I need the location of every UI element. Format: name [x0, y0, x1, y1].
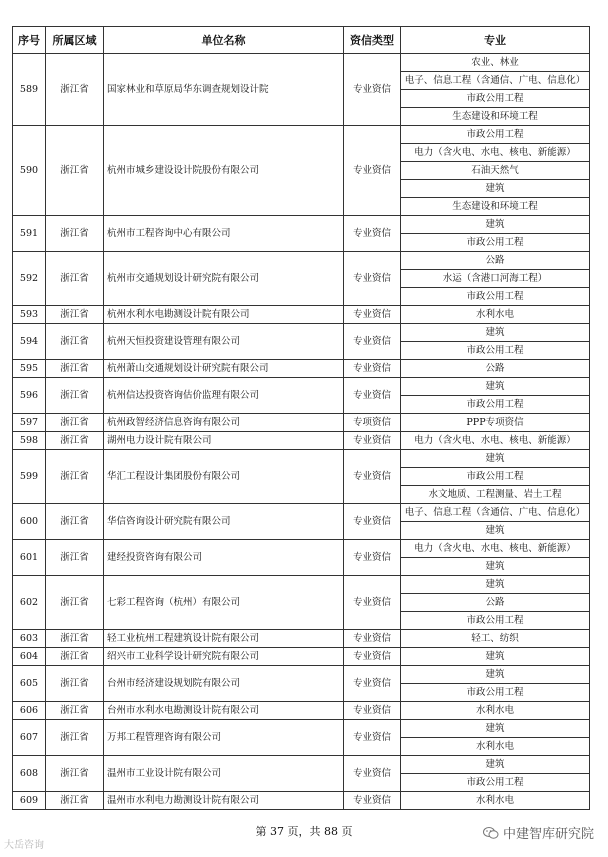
- cell-region: 浙江省: [46, 504, 104, 540]
- cell-region: 浙江省: [46, 126, 104, 216]
- table-row: [13, 54, 590, 72]
- cell-major: 建筑: [401, 666, 590, 684]
- cell-unit: 杭州市工程咨询中心有限公司: [104, 216, 344, 252]
- cell-type: 专业资信: [344, 306, 401, 324]
- cell-unit: 杭州政智经济信息咨询有限公司: [104, 414, 344, 432]
- cell-seq: 599: [13, 450, 46, 504]
- cell-major: 生态建设和环境工程: [401, 108, 590, 126]
- cell-seq: 595: [13, 360, 46, 378]
- cell-region: 浙江省: [46, 252, 104, 306]
- cell-region: 浙江省: [46, 792, 104, 810]
- header-seq: 序号: [13, 27, 46, 54]
- cell-major: 水利水电: [401, 792, 590, 810]
- table-row: [13, 720, 590, 738]
- table-header-row: [13, 27, 590, 54]
- cell-type: 专业资信: [344, 792, 401, 810]
- cell-major: 建筑: [401, 648, 590, 666]
- cell-type: 专业资信: [344, 324, 401, 360]
- cell-type: 专业资信: [344, 540, 401, 576]
- cell-unit: 建经投资咨询有限公司: [104, 540, 344, 576]
- cell-seq: 592: [13, 252, 46, 306]
- cell-type: 专业资信: [344, 432, 401, 450]
- cell-unit: 国家林业和草原局华东调查规划设计院: [104, 54, 344, 126]
- table-row: [13, 450, 590, 468]
- header-type: 资信类型: [344, 27, 401, 54]
- cell-major: 建筑: [401, 378, 590, 396]
- cell-type: 专业资信: [344, 702, 401, 720]
- table-row: [13, 630, 590, 648]
- cell-major: 建筑: [401, 756, 590, 774]
- table-row: [13, 648, 590, 666]
- cell-seq: 590: [13, 126, 46, 216]
- cell-major: 生态建设和环境工程: [401, 198, 590, 216]
- cell-seq: 589: [13, 54, 46, 126]
- header-major: 专业: [401, 27, 590, 54]
- cell-unit: 华汇工程设计集团股份有限公司: [104, 450, 344, 504]
- table-row: [13, 324, 590, 342]
- cell-major: 市政公用工程: [401, 288, 590, 306]
- cell-unit: 台州市经济建设规划院有限公司: [104, 666, 344, 702]
- cell-region: 浙江省: [46, 720, 104, 756]
- cell-major: 水利水电: [401, 306, 590, 324]
- cell-seq: 606: [13, 702, 46, 720]
- table-row: [13, 702, 590, 720]
- cell-major: 市政公用工程: [401, 126, 590, 144]
- cell-major: 石油天然气: [401, 162, 590, 180]
- cell-major: 电力（含火电、水电、核电、新能源）: [401, 144, 590, 162]
- cell-region: 浙江省: [46, 432, 104, 450]
- cell-seq: 607: [13, 720, 46, 756]
- cell-major: 水文地质、工程测量、岩土工程: [401, 486, 590, 504]
- cell-region: 浙江省: [46, 756, 104, 792]
- cell-seq: 594: [13, 324, 46, 360]
- cell-region: 浙江省: [46, 576, 104, 630]
- cell-major: 农业、林业: [401, 54, 590, 72]
- cell-region: 浙江省: [46, 630, 104, 648]
- cell-seq: 604: [13, 648, 46, 666]
- cell-unit: 绍兴市工业科学设计研究院有限公司: [104, 648, 344, 666]
- cell-unit: 轻工业杭州工程建筑设计院有限公司: [104, 630, 344, 648]
- cell-seq: 601: [13, 540, 46, 576]
- watermark-right-text: 中建智库研究院: [502, 827, 594, 842]
- table-row: [13, 306, 590, 324]
- cell-major: 电力（含火电、水电、核电、新能源）: [401, 540, 590, 558]
- qualification-table: [12, 26, 590, 810]
- cell-region: 浙江省: [46, 360, 104, 378]
- cell-type: 专业资信: [344, 360, 401, 378]
- table-row: [13, 126, 590, 144]
- page-footer: 第 37 页，共 88 页: [255, 825, 353, 838]
- cell-seq: 608: [13, 756, 46, 792]
- table-row: [13, 576, 590, 594]
- cell-unit: 杭州萧山交通规划设计研究院有限公司: [104, 360, 344, 378]
- cell-type: 专项资信: [344, 414, 401, 432]
- cell-type: 专业资信: [344, 756, 401, 792]
- table-row: [13, 756, 590, 774]
- cell-major: 市政公用工程: [401, 234, 590, 252]
- cell-region: 浙江省: [46, 702, 104, 720]
- table-row: [13, 432, 590, 450]
- cell-type: 专业资信: [344, 648, 401, 666]
- cell-unit: 杭州市城乡建设设计院股份有限公司: [104, 126, 344, 216]
- cell-seq: 597: [13, 414, 46, 432]
- cell-unit: 温州市工业设计院有限公司: [104, 756, 344, 792]
- cell-region: 浙江省: [46, 378, 104, 414]
- table-row: [13, 216, 590, 234]
- cell-major: 公路: [401, 252, 590, 270]
- cell-type: 专业资信: [344, 630, 401, 648]
- table-row: [13, 540, 590, 558]
- table-row: [13, 792, 590, 810]
- cell-major: 电子、信息工程（含通信、广电、信息化）: [401, 72, 590, 90]
- watermark-left: 大岳咨询: [4, 840, 44, 851]
- cell-major: 水运（含港口河海工程）: [401, 270, 590, 288]
- table-row: [13, 252, 590, 270]
- cell-major: 市政公用工程: [401, 342, 590, 360]
- cell-unit: 华信咨询设计研究院有限公司: [104, 504, 344, 540]
- cell-type: 专业资信: [344, 54, 401, 126]
- cell-seq: 593: [13, 306, 46, 324]
- wechat-icon: [483, 826, 499, 840]
- cell-seq: 600: [13, 504, 46, 540]
- cell-type: 专业资信: [344, 450, 401, 504]
- cell-seq: 602: [13, 576, 46, 630]
- cell-region: 浙江省: [46, 414, 104, 432]
- cell-major: 市政公用工程: [401, 774, 590, 792]
- cell-region: 浙江省: [46, 306, 104, 324]
- cell-major: 市政公用工程: [401, 90, 590, 108]
- cell-region: 浙江省: [46, 540, 104, 576]
- cell-major: 水利水电: [401, 738, 590, 756]
- cell-major: 轻工、纺织: [401, 630, 590, 648]
- cell-major: 建筑: [401, 576, 590, 594]
- header-region: 所属区域: [46, 27, 104, 54]
- cell-region: 浙江省: [46, 54, 104, 126]
- watermark-right: [483, 823, 594, 842]
- cell-major: 建筑: [401, 216, 590, 234]
- cell-major: 建筑: [401, 324, 590, 342]
- cell-major: 水利水电: [401, 702, 590, 720]
- cell-major: 市政公用工程: [401, 612, 590, 630]
- cell-region: 浙江省: [46, 324, 104, 360]
- cell-unit: 杭州信达投资咨询估价监理有限公司: [104, 378, 344, 414]
- cell-major: 市政公用工程: [401, 684, 590, 702]
- cell-seq: 598: [13, 432, 46, 450]
- cell-seq: 596: [13, 378, 46, 414]
- cell-unit: 万邦工程管理咨询有限公司: [104, 720, 344, 756]
- cell-major: 电力（含火电、水电、核电、新能源）: [401, 432, 590, 450]
- cell-major: 建筑: [401, 450, 590, 468]
- cell-major: 市政公用工程: [401, 468, 590, 486]
- table-row: [13, 666, 590, 684]
- cell-region: 浙江省: [46, 648, 104, 666]
- cell-major: 建筑: [401, 522, 590, 540]
- cell-type: 专业资信: [344, 666, 401, 702]
- cell-major: 电子、信息工程（含通信、广电、信息化）: [401, 504, 590, 522]
- table-row: [13, 504, 590, 522]
- cell-unit: 杭州水利水电勘测设计院有限公司: [104, 306, 344, 324]
- cell-region: 浙江省: [46, 666, 104, 702]
- table-row: [13, 360, 590, 378]
- cell-type: 专业资信: [344, 126, 401, 216]
- table-body: [13, 54, 590, 810]
- cell-type: 专业资信: [344, 252, 401, 306]
- header-unit: 单位名称: [104, 27, 344, 54]
- cell-major: 公路: [401, 594, 590, 612]
- cell-major: 建筑: [401, 558, 590, 576]
- cell-seq: 603: [13, 630, 46, 648]
- cell-type: 专业资信: [344, 504, 401, 540]
- cell-major: 公路: [401, 360, 590, 378]
- table-row: [13, 378, 590, 396]
- cell-unit: 七彩工程咨询（杭州）有限公司: [104, 576, 344, 630]
- cell-type: 专业资信: [344, 378, 401, 414]
- cell-seq: 605: [13, 666, 46, 702]
- cell-major: 市政公用工程: [401, 396, 590, 414]
- cell-unit: 湖州电力设计院有限公司: [104, 432, 344, 450]
- cell-type: 专业资信: [344, 720, 401, 756]
- cell-seq: 609: [13, 792, 46, 810]
- cell-region: 浙江省: [46, 216, 104, 252]
- cell-type: 专业资信: [344, 576, 401, 630]
- cell-type: 专业资信: [344, 216, 401, 252]
- cell-unit: 温州市水利电力勘测设计院有限公司: [104, 792, 344, 810]
- cell-unit: 杭州天恒投资建设管理有限公司: [104, 324, 344, 360]
- cell-unit: 台州市水利水电勘测设计院有限公司: [104, 702, 344, 720]
- cell-major: PPP专项资信: [401, 414, 590, 432]
- table-row: [13, 414, 590, 432]
- cell-region: 浙江省: [46, 450, 104, 504]
- cell-unit: 杭州市交通规划设计研究院有限公司: [104, 252, 344, 306]
- cell-seq: 591: [13, 216, 46, 252]
- cell-major: 建筑: [401, 180, 590, 198]
- cell-major: 建筑: [401, 720, 590, 738]
